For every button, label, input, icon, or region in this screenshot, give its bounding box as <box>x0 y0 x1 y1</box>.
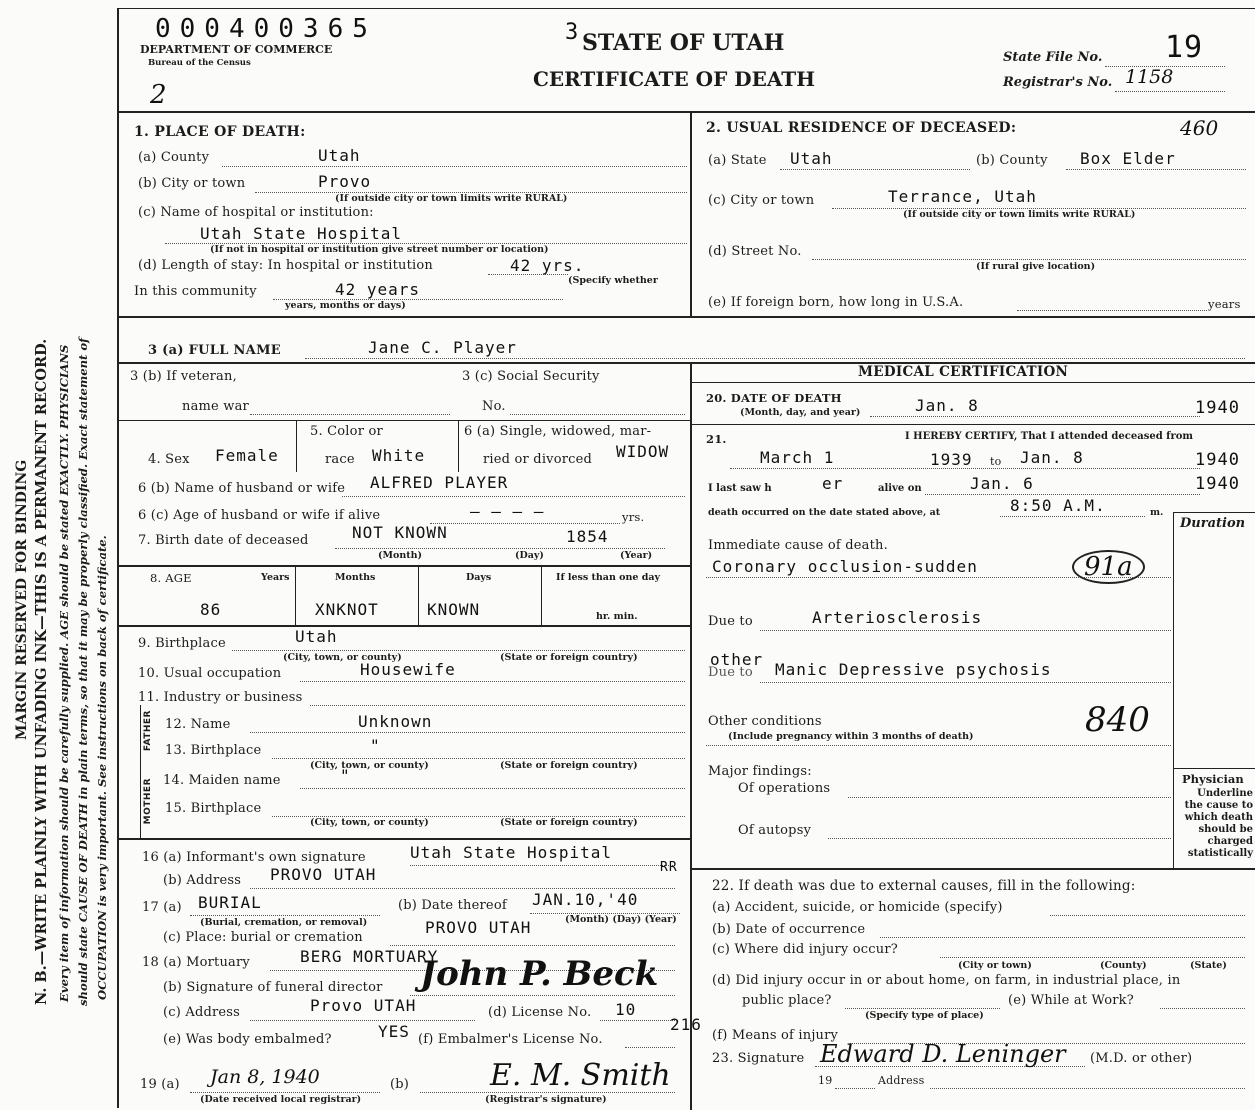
autopsy-line <box>828 838 1171 839</box>
margin-binding-note: MARGIN RESERVED FOR BINDING <box>14 459 30 740</box>
hospital-value: Utah State Hospital <box>200 224 403 243</box>
res-street-label: (d) Street No. <box>708 244 802 259</box>
place-of-death-heading: 1. PLACE OF DEATH: <box>134 124 306 140</box>
mother-maiden-line <box>300 788 685 789</box>
header-rule <box>117 111 1255 113</box>
stay-value: 42 yrs. <box>510 256 585 275</box>
immediate-value: Coronary occlusion-sudden <box>712 557 978 576</box>
birthplace-state-note: (State or foreign country) <box>500 652 638 663</box>
cert-number: 21. <box>706 432 727 446</box>
external-a: (a) Accident, suicide, or homicide (specify) <box>712 900 1003 915</box>
age-col-2 <box>418 565 419 625</box>
age-months-label: Months <box>335 572 376 583</box>
mortuary-label: 18 (a) Mortuary <box>142 955 250 970</box>
occurred-m: m. <box>1150 507 1164 518</box>
burial-date-note: (Month) (Day) (Year) <box>565 914 677 925</box>
funeral-director-line <box>410 995 675 996</box>
external-f: (f) Means of injury <box>712 1028 839 1043</box>
registrar-signature: E. M. Smith <box>490 1058 671 1093</box>
external-public-line <box>845 1008 1000 1009</box>
embalmer-license-label: (f) Embalmer's License No. <box>418 1032 603 1047</box>
informant-address-value: PROVO UTAH <box>270 865 377 884</box>
due-to-value: Arteriosclerosis <box>812 608 983 627</box>
external-d: (d) Did injury occur in or about home, on farm, in industrial place, in <box>712 973 1181 988</box>
burial-note: (Burial, cremation, or removal) <box>200 917 368 928</box>
due-to-label: Due to <box>708 614 753 629</box>
other-word: other <box>710 650 764 669</box>
embalmer-license-value: 216 <box>670 1015 702 1034</box>
attended-to-label: to <box>990 455 1002 468</box>
mother-city-note: (City, town, or county) <box>310 817 429 828</box>
due-to-2-value: Manic Depressive psychosis <box>775 660 1052 679</box>
funeral-director-signature: John P. Beck <box>420 954 659 994</box>
other-conditions-label: Other conditions <box>708 714 822 729</box>
physician-box-top <box>1173 768 1255 769</box>
dod-note: (Month, day, and year) <box>740 407 861 418</box>
full-name-line <box>305 358 1245 359</box>
address-label: Address <box>878 1074 925 1087</box>
age-years-label: Years <box>261 572 290 583</box>
physician-label: Physician <box>1182 772 1244 786</box>
funeral-address-label: (c) Address <box>163 1005 241 1020</box>
license-label: (d) License No. <box>488 1005 592 1020</box>
city-note: (If outside city or town limits write RURAL) <box>335 193 568 204</box>
full-name-label: 3 (a) FULL NAME <box>148 343 281 358</box>
external-b: (b) Date of occurrence <box>712 922 866 937</box>
birthplace-label: 9. Birthplace <box>138 636 226 651</box>
sex-value: Female <box>215 446 279 465</box>
last-saw-year: 1940 <box>1195 474 1240 494</box>
mother-side-label: MOTHER <box>143 778 153 825</box>
age-col-1 <box>295 565 296 625</box>
burial-place-label: (c) Place: burial or cremation <box>163 930 363 945</box>
registrar-label: Registrar's No. <box>1003 75 1113 90</box>
department-label: DEPARTMENT OF COMMERCE <box>140 43 333 56</box>
dod-rule <box>692 424 1255 425</box>
father-name-line <box>250 732 685 733</box>
birthplace-value: Utah <box>295 627 338 646</box>
res-city-note: (If outside city or town limits write RURAL) <box>903 209 1136 220</box>
license-line <box>600 1020 675 1021</box>
signature-address-line <box>930 1088 1245 1089</box>
hr-min-label: hr. min. <box>596 611 638 622</box>
res-years-label: years <box>1208 297 1241 311</box>
informant-rr: RR <box>660 860 678 875</box>
hospital-label: (c) Name of hospital or institution: <box>138 205 374 220</box>
certificate-number: 000400365 <box>155 14 377 44</box>
margin-instructions-1: Every item of information should be carefully supplied. AGE should be stated EXACTLY. PHYSICIANS <box>57 344 71 1002</box>
mother-maiden-label: 14. Maiden name <box>163 773 281 788</box>
form-top-border <box>117 8 1255 9</box>
bureau-label: Bureau of the Census <box>148 58 251 68</box>
name-war-line <box>250 414 450 415</box>
attended-from: March 1 <box>760 448 835 467</box>
last-saw-her: er <box>822 474 844 493</box>
color-label: 5. Color or <box>310 424 383 439</box>
res-county-line <box>1066 169 1246 170</box>
operations-line <box>848 797 1171 798</box>
res-state-label: (a) State <box>708 153 767 168</box>
duration-box-top <box>1173 512 1255 513</box>
specify-note: (Specify whether <box>568 275 658 286</box>
dod-year: 1940 <box>1195 398 1240 418</box>
veteran-label: 3 (b) If veteran, <box>130 369 237 384</box>
registrar-date-no: 19 (a) <box>140 1077 180 1092</box>
race-label: race <box>325 452 355 467</box>
external-c-line <box>940 957 1245 958</box>
burial-date-value: JAN.10,'40 <box>532 890 639 909</box>
registrar-sig-label: (b) <box>390 1077 410 1092</box>
res-state-line <box>780 169 970 170</box>
license-value: 10 <box>615 1000 637 1019</box>
external-state-note: (State) <box>1190 960 1227 971</box>
birth-date-line <box>335 548 665 549</box>
mother-maiden-ditto: " <box>340 766 351 785</box>
physician-signature: Edward D. Leninger <box>820 1040 1066 1068</box>
registrar-date-note: (Date received local registrar) <box>200 1094 362 1105</box>
state-file-value: 19 <box>1165 30 1204 65</box>
external-city-note: (City or town) <box>958 960 1032 971</box>
medical-bottom-rule <box>692 868 1255 870</box>
external-work-line <box>1160 1008 1245 1009</box>
res-foreign-line <box>1017 310 1207 311</box>
occupation-label: 10. Usual occupation <box>138 666 282 681</box>
res-city-value: Terrance, Utah <box>888 187 1037 206</box>
less-than-day-label: If less than one day <box>556 572 661 583</box>
age-top-rule <box>117 565 692 567</box>
informant-sig-label: 16 (a) Informant's own signature <box>142 850 366 865</box>
informant-sig-line <box>410 865 675 866</box>
occurred-label: death occurred on the date stated above, at <box>708 507 941 518</box>
due-to-line <box>760 630 1171 631</box>
age-days-value: KNOWN <box>427 600 481 619</box>
ss-no-label: No. <box>482 399 506 414</box>
father-name-value: Unknown <box>358 712 433 731</box>
attended-from-year: 1939 <box>930 450 973 469</box>
occurred-line <box>1000 516 1145 517</box>
res-street-line <box>812 259 1246 260</box>
dod-label: 20. DATE OF DEATH <box>706 391 842 405</box>
age-label: 8. AGE <box>150 571 192 585</box>
residence-heading: 2. USUAL RESIDENCE OF DECEASED: <box>706 120 1017 136</box>
birthplace-city-note: (City, town, or county) <box>283 652 402 663</box>
parents-bottom-rule <box>117 838 692 840</box>
res-foreign-label: (e) If foreign born, how long in U.S.A. <box>708 295 964 310</box>
pregnancy-note: (Include pregnancy within 3 months of death) <box>728 731 974 742</box>
marital-value: WIDOW <box>616 442 670 461</box>
autopsy-label: Of autopsy <box>738 823 812 838</box>
father-name-label: 12. Name <box>165 717 231 732</box>
father-birthplace-label: 13. Birthplace <box>165 743 262 758</box>
residence-bottom-rule <box>117 316 1255 318</box>
name-bottom-rule <box>117 362 1255 364</box>
ss-label: 3 (c) Social Security <box>462 369 600 384</box>
community-label: In this community <box>134 284 257 299</box>
death-time: 8:50 A.M. <box>1010 496 1106 515</box>
birth-day-note: (Day) <box>515 550 544 561</box>
last-saw-line <box>925 494 1200 495</box>
last-saw-value: Jan. 6 <box>970 474 1034 493</box>
md-label: (M.D. or other) <box>1090 1051 1193 1066</box>
margin-instructions-3: OCCUPATION is very important. See instructions on back of certificate. <box>95 535 109 1000</box>
birth-month-value: NOT KNOWN <box>352 523 448 542</box>
attended-to-year: 1940 <box>1195 450 1240 470</box>
occupation-value: Housewife <box>360 660 456 679</box>
embalmed-label: (e) Was body embalmed? <box>163 1032 332 1047</box>
section1-divider <box>690 111 692 316</box>
major-findings-label: Major findings: <box>708 764 812 779</box>
community-note: years, months or days) <box>285 300 406 311</box>
cert-text: I HEREBY CERTIFY, That I attended deceased from <box>905 431 1194 442</box>
age-spouse-label: 6 (c) Age of husband or wife if alive <box>138 508 381 523</box>
sex-col-1 <box>296 420 297 472</box>
funeral-address-line <box>250 1020 475 1021</box>
margin-instructions-2: should state CAUSE OF DEATH in plain terms, so that it may be properly classified. Exact statement of <box>76 337 90 1006</box>
physician-note: Underline the cause to which death should be charged statistically <box>1184 788 1253 859</box>
father-city-note: (City, town, or county) <box>310 760 429 771</box>
mortuary-value: BERG MORTUARY <box>300 947 439 966</box>
medical-divider <box>690 362 692 1110</box>
res-city-label: (c) City or town <box>708 193 815 208</box>
external-public: public place? <box>742 993 832 1008</box>
birth-month-note: (Month) <box>378 550 423 561</box>
embalmer-license-line <box>625 1047 675 1048</box>
occupation-line <box>300 681 685 682</box>
form-left-border <box>117 8 119 1108</box>
age-col-3 <box>541 565 542 625</box>
registrar-date-line <box>190 1092 380 1093</box>
nineteen-label: 19 <box>818 1074 833 1087</box>
age-spouse-line <box>430 523 620 524</box>
burial-date-label: (b) Date thereof <box>398 898 507 913</box>
husband-value: ALFRED PLAYER <box>370 473 509 492</box>
dod-line <box>870 416 1200 417</box>
duration-label: Duration <box>1180 516 1246 531</box>
certificate-number-suffix: 3 <box>565 20 580 45</box>
county-line <box>222 166 687 167</box>
external-work: (e) While at Work? <box>1008 993 1134 1008</box>
cause-code-2: 840 <box>1085 700 1150 740</box>
birth-year-value: 1854 <box>566 527 609 546</box>
birth-date-label: 7. Birth date of deceased <box>138 533 309 548</box>
husband-label: 6 (b) Name of husband or wife <box>138 481 346 496</box>
age-years-value: 86 <box>200 600 222 619</box>
external-county-note: (County) <box>1100 960 1147 971</box>
father-birthplace-ditto: " <box>370 736 381 755</box>
full-name-value: Jane C. Player <box>368 338 517 357</box>
sex-label: 4. Sex <box>148 452 190 467</box>
veteran-row-rule <box>117 420 692 421</box>
external-specify-note: (Specify type of place) <box>865 1010 984 1021</box>
industry-label: 11. Industry or business <box>138 690 303 705</box>
parents-side-col <box>140 705 141 838</box>
res-rural-note: (If rural give location) <box>976 261 1096 272</box>
county-label: (a) County <box>138 150 210 165</box>
ss-line <box>510 414 685 415</box>
burial-place-line <box>390 945 675 946</box>
corner-mark: 2 <box>150 80 167 110</box>
race-value: White <box>372 446 426 465</box>
husband-line <box>342 496 685 497</box>
name-war-label: name war <box>182 399 249 414</box>
age-bottom-rule <box>117 625 692 627</box>
alive-on-label: alive on <box>878 483 922 494</box>
registrar-line <box>1115 91 1225 92</box>
marital-label: 6 (a) Single, widowed, mar- <box>464 424 652 439</box>
cause-code-circle: 91a <box>1072 550 1145 584</box>
industry-line <box>310 705 685 706</box>
funeral-address-value: Provo UTAH <box>310 996 417 1015</box>
certificate-title: CERTIFICATE OF DEATH <box>533 67 816 91</box>
county-value: Utah <box>318 146 361 165</box>
burial-value: BURIAL <box>198 893 262 912</box>
sex-col-2 <box>458 420 459 472</box>
dod-value: Jan. 8 <box>915 396 979 415</box>
external-b-line <box>880 937 1245 938</box>
state-file-label: State File No. <box>1003 50 1103 65</box>
birthplace-line <box>232 650 685 651</box>
registrar-value: 1158 <box>1125 66 1174 88</box>
stay-label: (d) Length of stay: In hospital or institution <box>138 258 434 273</box>
medical-heading: MEDICAL CERTIFICATION <box>858 364 1069 380</box>
external-a-line <box>1050 915 1245 916</box>
embalmed-value: YES <box>378 1022 410 1041</box>
signature-date-line <box>835 1088 875 1089</box>
informant-sig-value: Utah State Hospital <box>410 843 613 862</box>
res-county-label: (b) County <box>976 153 1048 168</box>
state-title: STATE OF UTAH <box>582 30 785 56</box>
attended-to: Jan. 8 <box>1020 448 1084 467</box>
signature-label: 23. Signature <box>712 1051 805 1066</box>
duration-col-line <box>1173 512 1174 868</box>
father-side-label: FATHER <box>143 710 153 752</box>
mother-state-note: (State or foreign country) <box>500 817 638 828</box>
burial-place-value: PROVO UTAH <box>425 918 532 937</box>
registrar-sig-note: (Registrar's signature) <box>485 1094 607 1105</box>
marital-label-2: ried or divorced <box>483 452 593 467</box>
res-county-value: Box Elder <box>1080 149 1176 168</box>
city-label: (b) City or town <box>138 176 246 191</box>
mother-birthplace-label: 15. Birthplace <box>165 801 262 816</box>
operations-label: Of operations <box>738 781 831 796</box>
registrar-date-value: Jan 8, 1940 <box>210 1066 320 1088</box>
father-state-note: (State or foreign country) <box>500 760 638 771</box>
burial-line <box>190 915 380 916</box>
age-days-label: Days <box>466 572 492 583</box>
hospital-note: (If not in hospital or institution give street number or location) <box>210 244 549 255</box>
informant-address-line <box>250 888 675 889</box>
city-value: Provo <box>318 172 372 191</box>
community-value: 42 years <box>335 280 421 299</box>
due-to-2-label: Due to <box>708 665 753 680</box>
burial-no-label: 17 (a) <box>142 900 182 915</box>
yrs-label: yrs. <box>622 510 645 524</box>
father-birthplace-line <box>272 758 685 759</box>
informant-address-label: (b) Address <box>163 873 242 888</box>
margin-nb-note: N. B.—WRITE PLAINLY WITH UNFADING INK—THIS IS A PERMANENT RECORD. <box>33 338 50 1005</box>
due-to-2-line <box>760 682 1171 683</box>
res-state-value: Utah <box>790 149 833 168</box>
funeral-director-label: (b) Signature of funeral director <box>163 980 383 995</box>
residence-code: 460 <box>1180 116 1219 140</box>
other-conditions-line <box>706 745 1171 746</box>
age-months-value: XNKNOT <box>315 600 379 619</box>
external-heading: 22. If death was due to external causes, fill in the following: <box>712 878 1136 894</box>
birth-year-note: (Year) <box>620 550 653 561</box>
medical-heading-rule <box>692 382 1255 383</box>
external-c: (c) Where did injury occur? <box>712 942 898 957</box>
immediate-label: Immediate cause of death. <box>708 538 888 553</box>
last-saw-label: I last saw h <box>708 483 772 494</box>
age-spouse-value: — — — — <box>470 502 545 521</box>
